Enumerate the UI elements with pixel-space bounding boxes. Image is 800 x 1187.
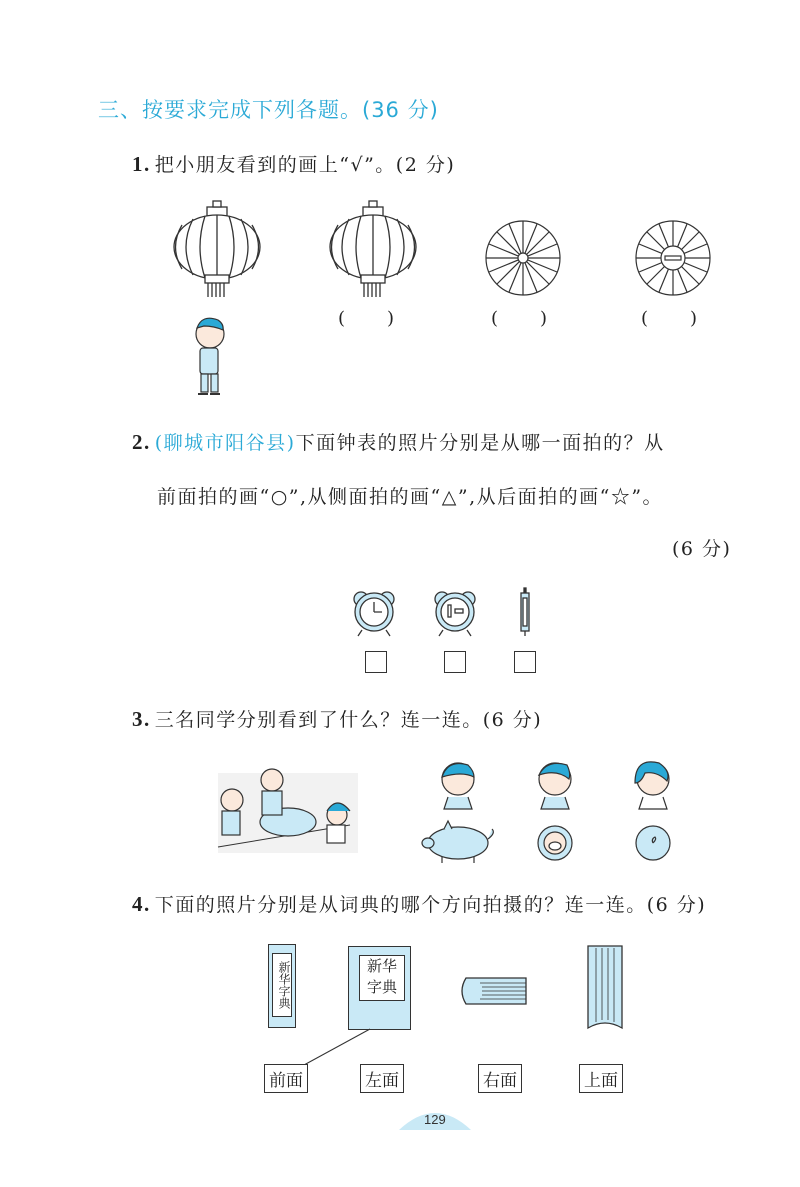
dictionary-spine-photo (268, 944, 296, 1028)
question-4-text: 下面的照片分别是从词典的哪个方向拍摄的？连一连。(6 分) (154, 894, 707, 916)
dictionary-spine-title: 新华字典 (272, 953, 292, 1017)
answer-blank-1[interactable]: ( ) (338, 308, 397, 329)
child-looking-up-icon (196, 318, 224, 394)
question-2-number: 2. (132, 430, 151, 454)
question-2-score: (6 分) (672, 538, 732, 560)
label-right[interactable]: 右面 (478, 1064, 522, 1093)
dictionary-cover-photo (348, 946, 411, 1030)
answer-blank-3[interactable]: ( ) (641, 308, 700, 329)
question-4 (132, 890, 706, 917)
cover-title-line-1: 新华 (366, 957, 397, 975)
question-3 (132, 705, 542, 732)
question-3-illustration (210, 755, 690, 870)
dictionary-top-edge-photo (580, 944, 630, 1034)
page-number: 129 (424, 1112, 446, 1127)
lantern-icon (330, 201, 416, 297)
alarm-clock-front-icon (354, 592, 394, 636)
cover-title-line-2: 字典 (366, 978, 397, 996)
dictionary-cover-title (359, 955, 405, 1001)
clock-illustrations (340, 585, 540, 640)
students-around-pig-scene (218, 769, 358, 853)
pig-side-view-icon (422, 821, 493, 863)
question-4-number: 4. (132, 892, 151, 916)
girl-face-icon (635, 762, 669, 809)
pig-back-view-icon (636, 826, 670, 860)
pig-front-view-icon (538, 826, 572, 860)
answer-blank-2[interactable]: ( ) (491, 308, 550, 329)
answer-box-side-clock[interactable] (514, 651, 536, 673)
lantern-bottom-view-icon (486, 221, 560, 295)
question-1-illustration (0, 195, 800, 410)
question-2-source: (聊城市阳谷县) (154, 432, 296, 454)
answer-box-front-clock[interactable] (365, 651, 387, 673)
boy-face-front-icon (442, 763, 474, 809)
question-2 (132, 428, 665, 455)
question-2-line-2: 前面拍的画“○”,从侧面拍的画“△”,从后面拍的画“☆”。 (157, 486, 664, 508)
question-1-text: 把小朋友看到的画上“√”。(2 分) (154, 154, 456, 176)
lantern-top-view-icon (636, 221, 710, 295)
lantern-icon (174, 201, 260, 297)
section-title: 三、按要求完成下列各题。(36 分) (98, 98, 439, 122)
dictionary-pages-edge-photo (458, 972, 538, 1012)
label-top[interactable]: 上面 (579, 1064, 623, 1093)
boy-face-down-icon (539, 763, 571, 809)
label-left[interactable]: 左面 (360, 1064, 404, 1093)
question-1-number: 1. (132, 152, 151, 176)
label-front[interactable]: 前面 (264, 1064, 308, 1093)
question-1 (132, 150, 455, 177)
question-3-number: 3. (132, 707, 151, 731)
answer-box-back-clock[interactable] (444, 651, 466, 673)
alarm-clock-side-icon (521, 588, 529, 636)
question-2-text: 下面钟表的照片分别是从哪一面拍的？从 (295, 432, 665, 454)
alarm-clock-back-icon (435, 592, 475, 636)
question-3-text: 三名同学分别看到了什么？连一连。(6 分) (154, 709, 543, 731)
